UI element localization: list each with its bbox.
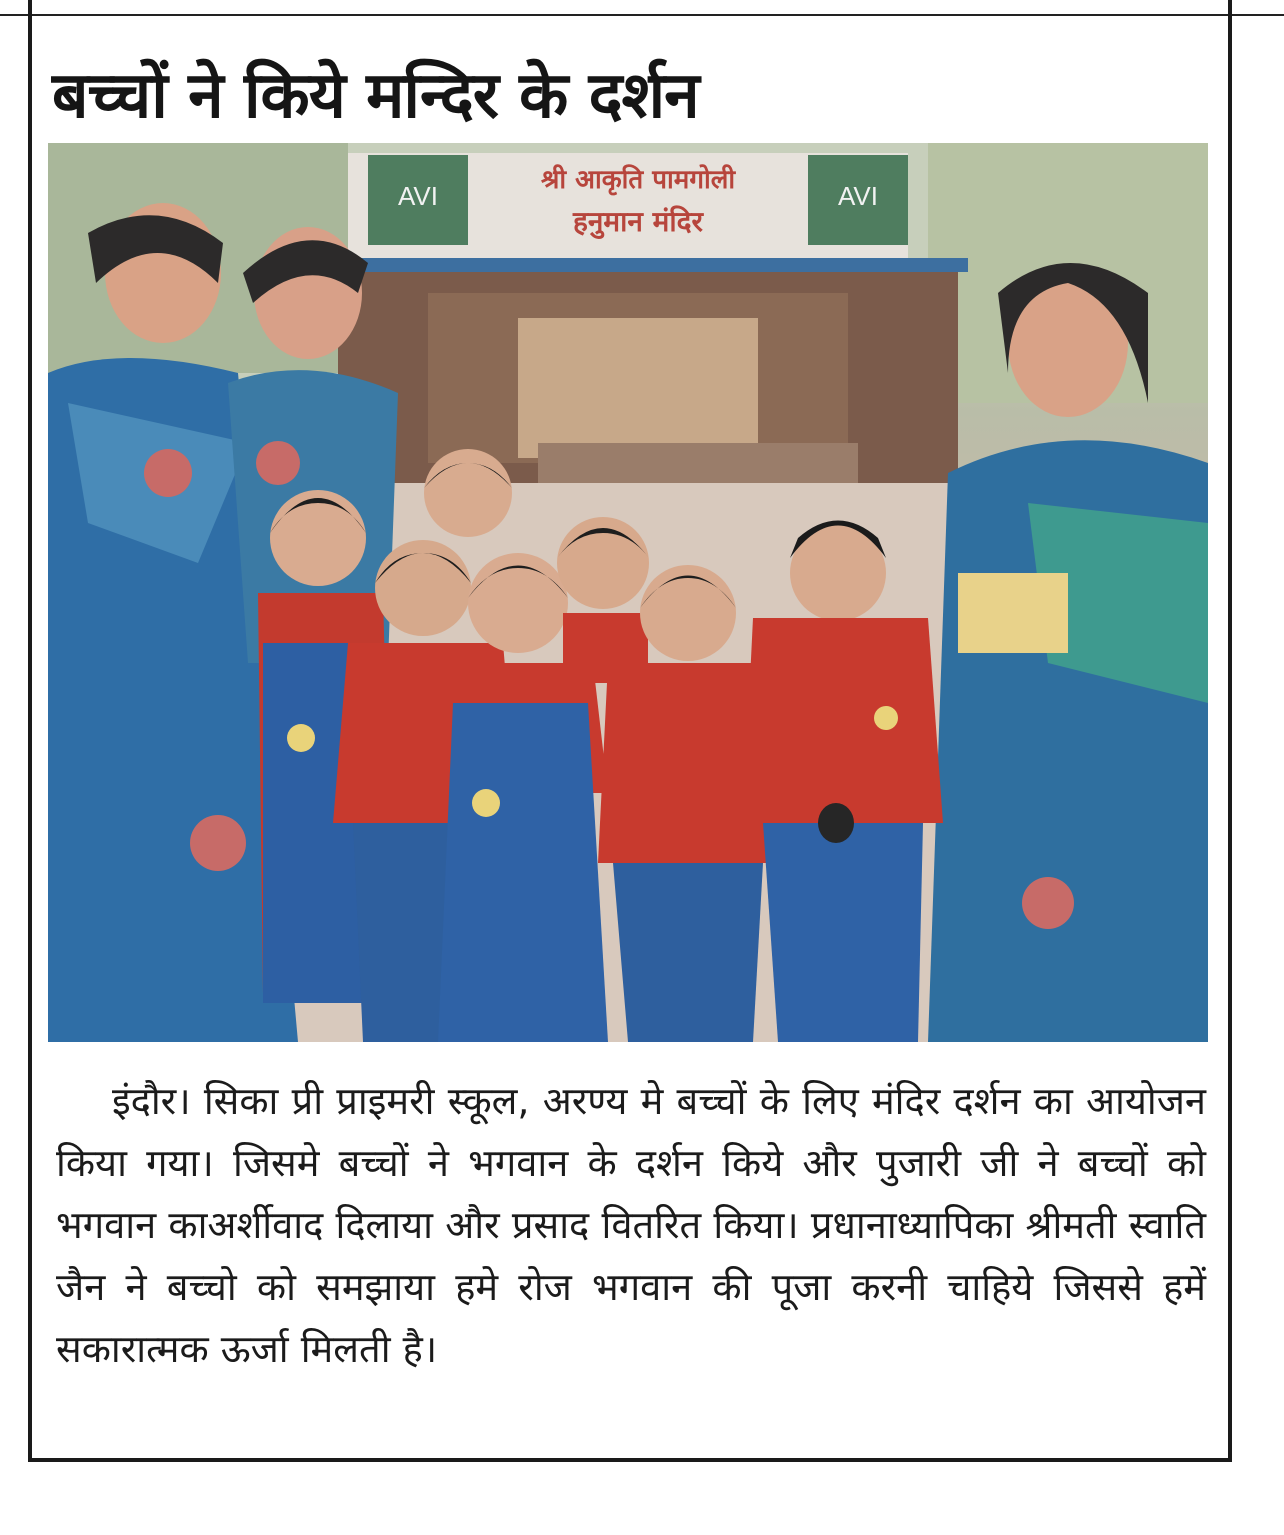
svg-text:हनुमान मंदिर: हनुमान मंदिर [572, 205, 704, 238]
temple-structure [328, 153, 968, 493]
svg-text:AVI: AVI [398, 181, 438, 211]
article-body: इंदौर। सिका प्री प्राइमरी स्कूल, अरण्य मे बच्चों के लिए मंदिर दर्शन का आयोजन किया गया। जिसमे बच्चों ने भगवान के दर्शन किये और पुजारी जी ने बच्चों को भगवान काअर्शीवाद दिलाया और प्रसाद वितरित किया। प्रधानाध्यापिका श्रीमती स्वाति जैन ने बच्चो को समझाया हमे रोज भगवान की पूजा करनी चाहिये जिससे हमें सकारात्मक ऊर्जा मिलती है। [56, 1079, 1206, 1371]
svg-text:श्री आकृति पामगोली: श्री आकृति पामगोली [540, 165, 736, 195]
news-photo [48, 143, 1208, 1042]
child-3 [424, 449, 512, 537]
headline: बच्चों ने किये मन्दिर के दर्शन [52, 59, 699, 133]
svg-text:AVI: AVI [838, 181, 878, 211]
children-group [258, 449, 943, 1042]
